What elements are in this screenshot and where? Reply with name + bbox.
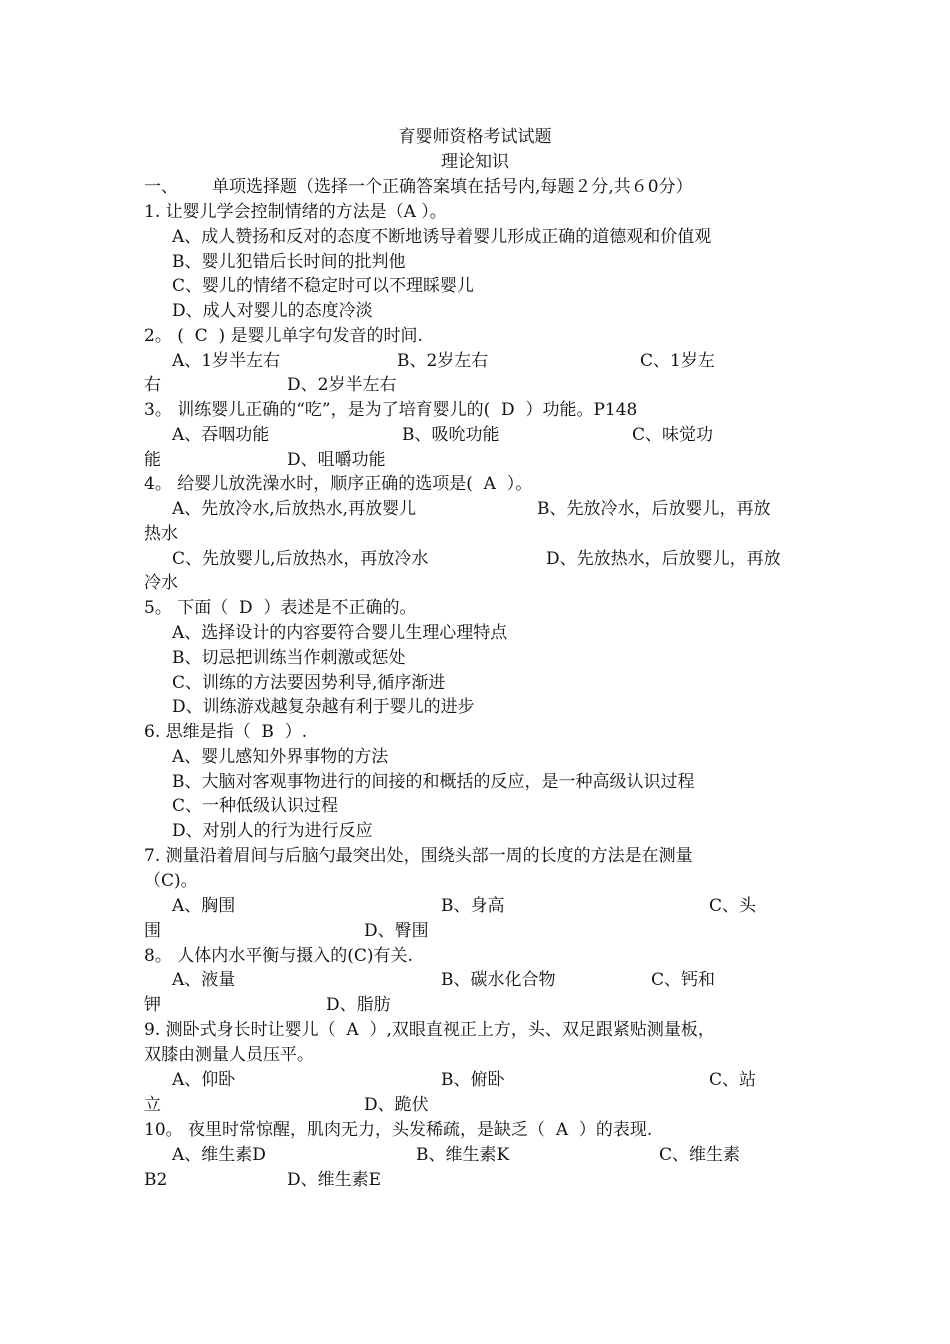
question-9-option-a: A、仰卧 <box>172 1070 236 1090</box>
question-1-option-a: A、成人赞扬和反对的态度不断地诱导着婴儿形成正确的道德观和价值观 <box>172 227 712 247</box>
question-7-option-b: B、身高 <box>441 896 505 916</box>
question-4-option-b-wrap: 热水 <box>144 524 178 544</box>
question-2-option-c-wrap: 右 <box>144 375 161 395</box>
question-4-stem: 4。 给婴儿放洗澡水时，顺序正确的选项是( A ）。 <box>144 474 533 494</box>
question-5-option-a: A、选择设计的内容要符合婴儿生理心理特点 <box>172 623 508 643</box>
question-9-stem: 9. 测卧式身长时让婴儿（ A ）,双眼直视正上方，头、双足跟紧贴测量板， <box>144 1020 715 1040</box>
question-6-option-b: B、大脑对客观事物进行的间接的和概括的反应，是一种高级认识过程 <box>172 772 695 792</box>
question-3-stem: 3。 训练婴儿正确的“吃”，是为了培育婴儿的( D ）功能。P148 <box>144 400 638 420</box>
question-5-stem: 5。 下面（ D ）表述是不正确的。 <box>144 598 417 618</box>
question-7-option-c-wrap: 围 <box>144 921 161 941</box>
section-number: 一、 <box>144 177 178 197</box>
question-2-option-d: D、2岁半左右 <box>287 375 397 395</box>
question-4-option-c: C、先放婴儿,后放热水，再放冷水 <box>172 549 429 569</box>
question-8-option-b: B、碳水化合物 <box>441 970 556 990</box>
question-9-option-c: C、站 <box>709 1070 757 1090</box>
question-6-option-c: C、一种低级认识过程 <box>172 796 339 816</box>
question-9-option-c-wrap: 立 <box>144 1095 161 1115</box>
question-5-option-b: B、切忌把训练当作刺激或惩处 <box>172 648 406 668</box>
question-10-stem: 10。 夜里时常惊醒，肌肉无力，头发稀疏，是缺乏（ A ）的表现. <box>144 1120 653 1140</box>
question-3-option-d: D、咀嚼功能 <box>287 450 386 470</box>
question-4-option-a: A、先放冷水,后放热水,再放婴儿 <box>172 499 417 519</box>
question-1-option-c: C、婴儿的情绪不稳定时可以不理睬婴儿 <box>172 276 475 296</box>
question-9-stem-wrap: 双膝由测量人员压平。 <box>144 1045 314 1065</box>
question-7-stem-wrap: （C)。 <box>144 871 198 891</box>
question-3-option-c-wrap: 能 <box>144 450 161 470</box>
question-10-option-b: B、维生素K <box>416 1145 510 1165</box>
document-title: 育婴师资格考试试题 <box>398 127 552 147</box>
question-8-option-c: C、钙和 <box>651 970 716 990</box>
question-4-option-d: D、先放热水，后放婴儿，再放 <box>546 549 781 569</box>
question-10-option-c: C、维生素 <box>659 1145 741 1165</box>
question-8-option-d: D、脂肪 <box>326 995 391 1015</box>
question-2-stem: 2。 ( C ) 是婴儿单字句发音的时间. <box>144 326 423 346</box>
question-1-stem: 1. 让婴儿学会控制情绪的方法是（A ）。 <box>144 202 447 222</box>
question-10-option-a: A、维生素D <box>172 1145 266 1165</box>
question-1-option-b: B、婴儿犯错后长时间的批判他 <box>172 252 406 272</box>
question-7-option-a: A、胸围 <box>172 896 236 916</box>
question-8-option-c-wrap: 钾 <box>144 995 161 1015</box>
question-9-option-d: D、跪伏 <box>364 1095 429 1115</box>
question-7-stem: 7. 测量沿着眉间与后脑勺最突出处，围绕头部一周的长度的方法是在测量 <box>144 846 693 866</box>
question-2-option-b: B、2岁左右 <box>397 351 489 371</box>
section-heading: 单项选择题（选择一个正确答案填在括号内,每题２分,共６0分） <box>212 177 693 197</box>
question-5-option-d: D、训练游戏越复杂越有利于婴儿的进步 <box>172 697 475 717</box>
question-2-option-c: C、1岁左 <box>640 351 715 371</box>
question-3-option-c: C、味觉功 <box>632 425 714 445</box>
question-7-option-c: C、头 <box>709 896 757 916</box>
question-10-option-c-wrap: B2 <box>144 1170 168 1190</box>
question-5-option-c: C、训练的方法要因势利导,循序渐进 <box>172 673 446 693</box>
question-6-stem: 6. 思维是指（ B ）. <box>144 722 308 742</box>
question-9-option-b: B、俯卧 <box>441 1070 505 1090</box>
question-4-option-d-wrap: 冷水 <box>144 573 178 593</box>
question-10-option-d: D、维生素E <box>287 1170 382 1190</box>
question-6-option-a: A、婴儿感知外界事物的方法 <box>172 747 389 767</box>
question-7-option-d: D、臀围 <box>364 921 429 941</box>
question-8-stem: 8。 人体内水平衡与摄入的(C)有关. <box>144 946 413 966</box>
document-subtitle: 理论知识 <box>441 152 509 172</box>
question-6-option-d: D、对别人的行为进行反应 <box>172 821 373 841</box>
question-3-option-b: B、吸吮功能 <box>402 425 500 445</box>
question-3-option-a: A、吞咽功能 <box>172 425 270 445</box>
question-8-option-a: A、液量 <box>172 970 236 990</box>
question-2-option-a: A、1岁半左右 <box>172 351 281 371</box>
question-4-option-b: B、先放冷水，后放婴儿，再放 <box>537 499 771 519</box>
question-1-option-d: D、成人对婴儿的态度冷淡 <box>172 301 373 321</box>
